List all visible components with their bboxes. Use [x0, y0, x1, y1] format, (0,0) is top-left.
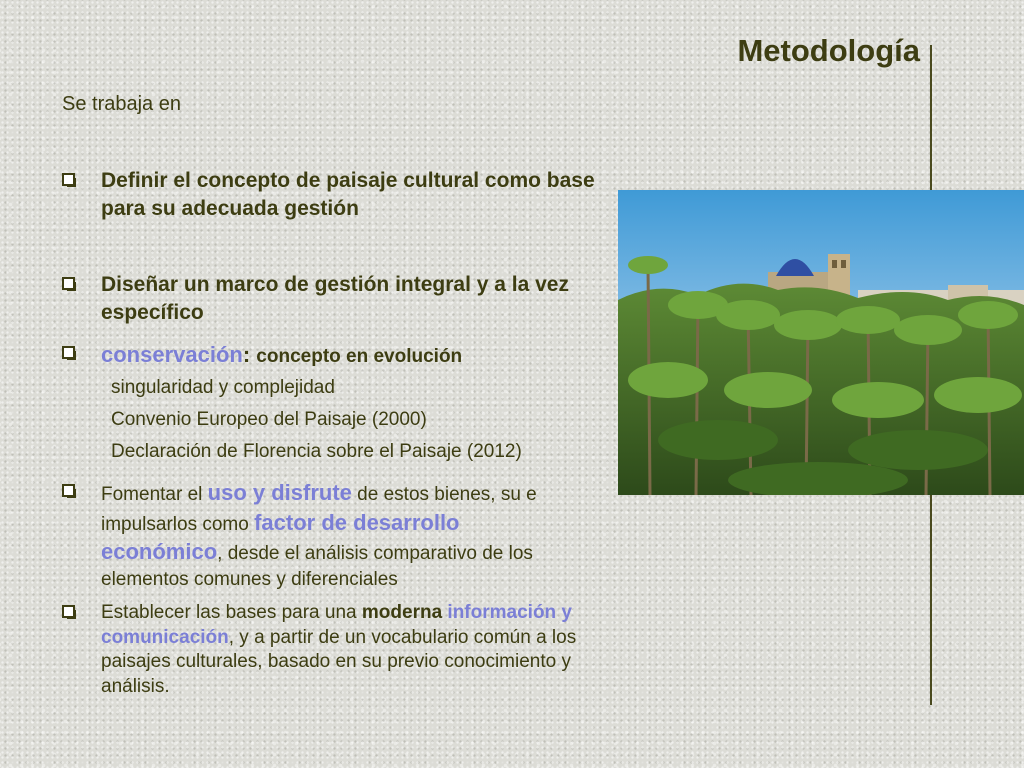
subitem-text: singularidad y complejidad: [111, 377, 335, 398]
checkbox-bullet-icon: [62, 605, 75, 618]
bullet-text: Diseñar un marco de gestión integral y a la vez específico: [101, 273, 569, 324]
conservation-colon: :: [242, 342, 257, 367]
moderna-bold: moderna: [361, 602, 443, 623]
uso-disfrute-highlight: uso y disfrute: [207, 480, 352, 505]
checkbox-bullet-icon: [62, 346, 75, 359]
bullet-define-concept: [62, 167, 602, 222]
bullet-text: Definir el concepto de paisaje cultural como base para su adecuada gestión: [101, 169, 595, 220]
slide-title: Metodología: [737, 33, 920, 68]
checkbox-bullet-icon: [62, 173, 75, 186]
informacion-highlight: información y comunicación: [101, 602, 572, 648]
bullet-management-framework: [62, 271, 602, 326]
conservation-highlight: conservación: [101, 342, 243, 367]
bullet-establecer: [62, 601, 582, 700]
text-segment: Fomentar el: [101, 484, 208, 505]
checkbox-bullet-icon: [62, 484, 75, 497]
subitem-convenio: [97, 409, 427, 431]
conservation-rest: concepto en evolución: [256, 346, 463, 367]
palm-grove-photo: [618, 190, 1024, 495]
bullet-conservation: [62, 340, 602, 369]
text-segment: de estos bienes, su e impulsarlos como: [101, 484, 537, 535]
text-segment: , y a partir de un vocabulario común a los paisajes culturales, basado en su previo conocimiento y análisis.: [101, 626, 577, 698]
subitem-declaracion: [97, 441, 522, 463]
factor-desarrollo-highlight: factor de desarrollo económico: [101, 509, 460, 565]
checkbox-bullet-icon: [62, 277, 75, 290]
subitem-text: Declaración de Florencia sobre el Paisaje (2012): [111, 441, 522, 462]
text-segment: , desde el análisis comparativo de los elementos comunes y diferenciales: [101, 543, 533, 591]
text-segment: Establecer las bases para una: [101, 602, 362, 623]
subitem-text: Convenio Europeo del Paisaje (2000): [111, 409, 427, 430]
intro-text: Se trabaja en: [62, 93, 181, 115]
bullet-fomentar: [62, 478, 572, 593]
subitem-singularidad: [97, 377, 335, 399]
